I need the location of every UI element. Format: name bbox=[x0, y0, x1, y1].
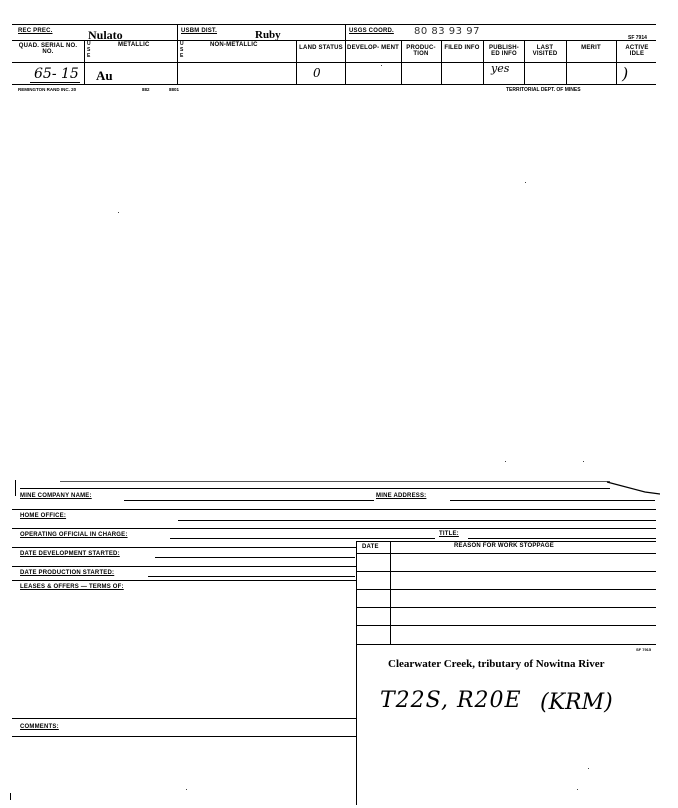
quad-serial-value: 65- 15 bbox=[34, 66, 79, 82]
merit-label: MERIT bbox=[581, 45, 601, 51]
usbm-dist-label: USBM DIST. bbox=[181, 28, 218, 34]
rec-prec-value: Nulato bbox=[88, 28, 123, 42]
mine-address-label: MINE ADDRESS: bbox=[376, 493, 427, 499]
date-col-label: DATE bbox=[362, 544, 379, 550]
footer-right: TERRITORIAL DEPT. OF MINES bbox=[506, 87, 581, 93]
use-metallic-label: U S E bbox=[87, 41, 91, 59]
usbm-dist-value: Ruby bbox=[255, 29, 281, 41]
published-info-label: PUBLISH- ED INFO bbox=[489, 45, 519, 57]
date-production-label: DATE PRODUCTION STARTED: bbox=[20, 570, 115, 576]
active-idle-value: ) bbox=[622, 64, 629, 83]
footer-num1: 882 bbox=[142, 87, 150, 92]
active-idle-label: ACTIVE IDLE bbox=[625, 45, 649, 57]
initials-note: (KRM) bbox=[540, 690, 613, 715]
quad-serial-label: QUAD. SERIAL NO. NO. bbox=[18, 43, 78, 55]
land-status-label: LAND STATUS bbox=[299, 45, 343, 51]
township-range-note: T22S, R20E bbox=[380, 688, 522, 713]
use-nonmetallic-label: U S E bbox=[180, 41, 184, 59]
date-development-label: DATE DEVELOPMENT STARTED: bbox=[20, 551, 120, 557]
reason-label: REASON FOR WORK STOPPAGE bbox=[454, 543, 554, 549]
nonmetallic-label: NON-METALLIC bbox=[210, 42, 258, 48]
leases-label: LEASES & OFFERS — TERMS OF: bbox=[20, 584, 124, 590]
filed-info-label: FILED INFO bbox=[444, 45, 480, 51]
form-number-2: SF 7915 bbox=[636, 647, 652, 652]
footer-left: REMINGTON RAND INC. 20 bbox=[18, 87, 77, 92]
usgs-coord-value: 80 83 93 97 bbox=[414, 26, 480, 37]
home-office-label: HOME OFFICE: bbox=[20, 513, 67, 519]
last-visited-label: LAST VISITED bbox=[532, 45, 558, 57]
title-label: TITLE: bbox=[439, 531, 459, 537]
production-label: PRODUC- TION bbox=[406, 45, 436, 57]
operating-official-label: OPERATING OFFICIAL IN CHARGE: bbox=[20, 532, 128, 538]
form-number: SF 7914 bbox=[628, 35, 647, 41]
footer-num2: 8801 bbox=[169, 87, 180, 92]
published-info-value: yes bbox=[491, 62, 510, 75]
land-status-value: 0 bbox=[313, 66, 321, 80]
mine-company-label: MINE COMPANY NAME: bbox=[20, 493, 92, 499]
metallic-label: METALLIC bbox=[118, 42, 150, 48]
comments-label: COMMENTS: bbox=[20, 724, 59, 730]
usgs-coord-label: USGS COORD. bbox=[349, 28, 394, 34]
location-note: Clearwater Creek, tributary of Nowitna River bbox=[388, 658, 605, 670]
margin-mark bbox=[605, 480, 660, 498]
development-label: DEVELOP- MENT bbox=[347, 45, 399, 51]
metallic-value: Au bbox=[96, 68, 113, 83]
rec-prec-label: REC PREC. bbox=[18, 28, 53, 34]
